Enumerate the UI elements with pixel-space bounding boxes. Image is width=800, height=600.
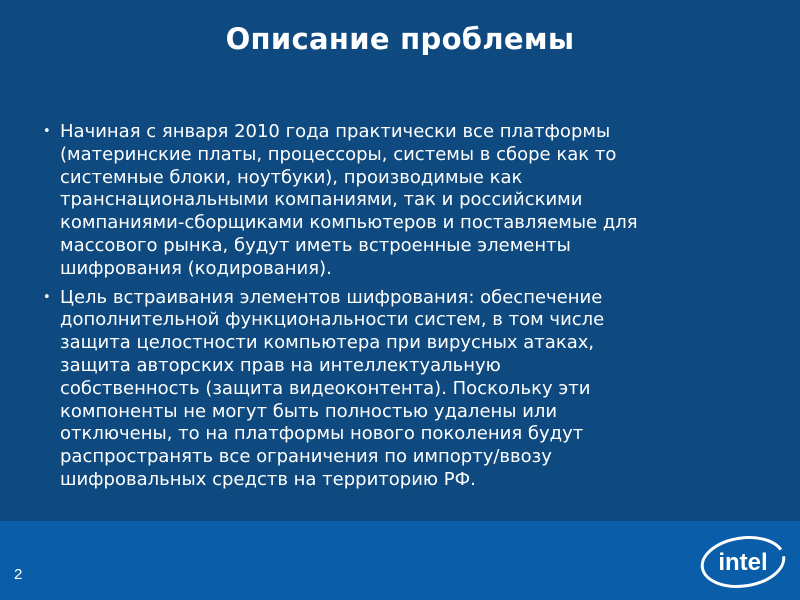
text-line: распространять все ограничения по импорту/ввозу <box>60 446 552 468</box>
text-line: защита авторских прав на интеллектуальную <box>60 354 501 376</box>
page-number: 2 <box>14 566 23 583</box>
bullet-item <box>40 287 760 492</box>
bullet-item <box>40 121 760 281</box>
text-line: дополнительной функциональности систем, в том числе <box>60 309 605 331</box>
text-line: Цель встраивания элементов шифрования: обеспечение <box>60 286 603 308</box>
text-line: транснациональными компаниями, так и российскими <box>60 189 583 211</box>
text-line: собственность (защита видеоконтента). Поскольку эти <box>60 377 591 399</box>
bullet-icon: • <box>43 124 51 139</box>
intel-logo-icon <box>699 533 787 591</box>
bullet-icon: • <box>43 289 51 305</box>
text-line: массового рынка, будут иметь встроенные элементы <box>60 234 571 256</box>
text-line: (материнские платы, процессоры, системы в сборе как то <box>60 143 617 165</box>
text-line: компоненты не могут быть полностью удалены или <box>60 400 558 422</box>
bullet-list <box>40 121 760 498</box>
intel-logo-text: intel <box>718 549 768 576</box>
text-line: защита целостности компьютера при вирусных атаках, <box>60 332 595 354</box>
bullet-text <box>60 121 760 281</box>
text-line: шифровальных средств на территорию РФ. <box>60 468 476 490</box>
text-line: шифрования (кодирования). <box>60 257 332 279</box>
bullet-text <box>60 287 760 492</box>
text-line: отключены, то на платформы нового поколения будут <box>60 423 584 445</box>
text-line: системные блоки, ноутбуки), производимые как <box>60 166 523 188</box>
slide-title: Описание проблемы <box>225 22 575 56</box>
footer-bar <box>0 521 800 600</box>
text-line: Начиная с января 2010 года практически все платформы <box>60 121 611 142</box>
text-line: компаниями-сборщиками компьютеров и поставляемые для <box>60 212 638 234</box>
